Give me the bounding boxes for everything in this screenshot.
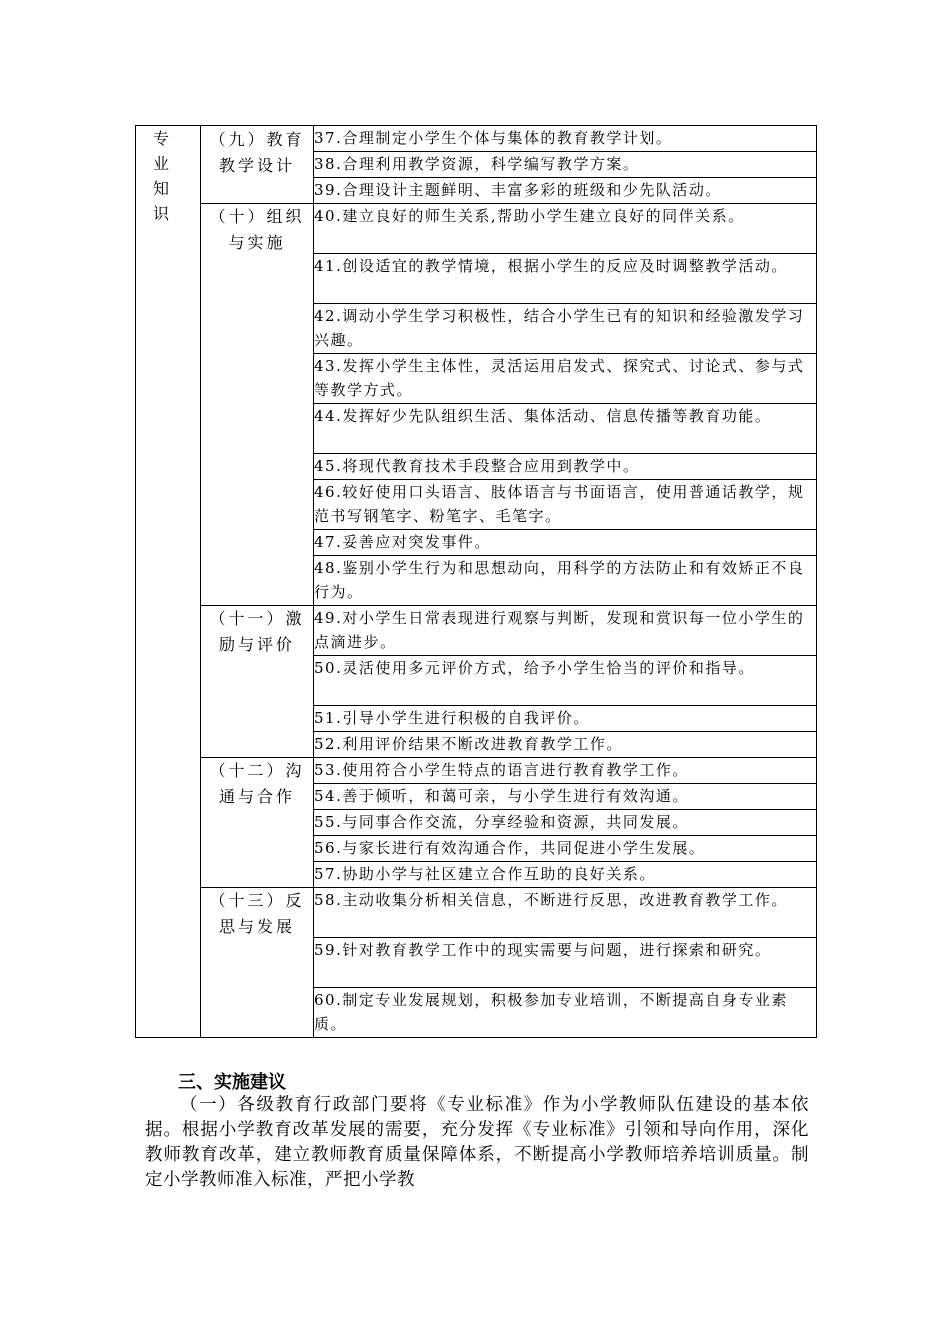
standard-item: 57.协助小学与社区建立合作互助的良好关系。 bbox=[314, 862, 817, 888]
area-cell bbox=[201, 606, 314, 758]
area-cell bbox=[201, 126, 314, 204]
standard-item: 59.针对教育教学工作中的现实需要与问题，进行探索和研究。 bbox=[314, 938, 817, 988]
standard-item: 56.与家长进行有效沟通合作，共同促进小学生发展。 bbox=[314, 836, 817, 862]
standard-item: 48.鉴别小学生行为和思想动向，用科学的方法防止和有效矫正不良行为。 bbox=[314, 556, 817, 606]
standard-item: 53.使用符合小学生特点的语言进行教育教学工作。 bbox=[314, 758, 817, 784]
standard-item: 52.利用评价结果不断改进教育教学工作。 bbox=[314, 732, 817, 758]
body-paragraph: （一）各级教育行政部门要将《专业标准》作为小学教师队伍建设的基本依据。根据小学教育改革发展的需要，充分发挥《专业标准》引领和导向作用，深化教师教育改革，建立教师教育质量保障体系，不断提高小学教师培养培训质量。制定小学教师准入标准，严把小学教 bbox=[145, 1095, 809, 1190]
table-row bbox=[136, 126, 817, 152]
dimension-cell bbox=[136, 126, 201, 1038]
table-row bbox=[136, 204, 817, 254]
standard-item: 37.合理制定小学生个体与集体的教育教学计划。 bbox=[314, 126, 817, 152]
standard-item: 41.创设适宜的教学情境，根据小学生的反应及时调整教学活动。 bbox=[314, 254, 817, 304]
standard-item: 42.调动小学生学习积极性，结合小学生已有的知识和经验激发学习兴趣。 bbox=[314, 304, 817, 354]
standard-item: 58.主动收集分析相关信息，不断进行反思，改进教育教学工作。 bbox=[314, 888, 817, 938]
area-label: （十）组织与实施 bbox=[209, 207, 305, 252]
area-label: （十三）反思与发展 bbox=[209, 891, 305, 936]
table-row bbox=[136, 888, 817, 938]
standard-item: 54.善于倾听，和蔼可亲，与小学生进行有效沟通。 bbox=[314, 784, 817, 810]
section-heading: 三、实施建议 bbox=[178, 1072, 286, 1093]
standard-item: 44.发挥好少先队组织生活、集体活动、信息传播等教育功能。 bbox=[314, 404, 817, 454]
standard-item: 49.对小学生日常表现进行观察与判断，发现和赏识每一位小学生的点滴进步。 bbox=[314, 606, 817, 656]
standard-item: 50.灵活使用多元评价方式，给予小学生恰当的评价和指导。 bbox=[314, 656, 817, 706]
table-row bbox=[136, 606, 817, 656]
area-label: （十二）沟通与合作 bbox=[209, 761, 305, 806]
standard-item: 40.建立良好的师生关系,帮助小学生建立良好的同伴关系。 bbox=[314, 204, 817, 254]
area-label: （九）教育教学设计 bbox=[209, 130, 305, 175]
area-label: （十一）激励与评价 bbox=[209, 609, 305, 654]
area-cell bbox=[201, 204, 314, 606]
standard-item: 45.将现代教育技术手段整合应用到教学中。 bbox=[314, 454, 817, 480]
standard-item: 55.与同事合作交流，分享经验和资源，共同发展。 bbox=[314, 810, 817, 836]
standard-item: 38.合理利用教学资源，科学编写教学方案。 bbox=[314, 152, 817, 178]
table-row bbox=[136, 758, 817, 784]
area-cell bbox=[201, 888, 314, 1038]
standard-item: 39.合理设计主题鲜明、丰富多彩的班级和少先队活动。 bbox=[314, 178, 817, 204]
standard-item: 47.妥善应对突发事件。 bbox=[314, 530, 817, 556]
standard-item: 43.发挥小学生主体性，灵活运用启发式、探究式、讨论式、参与式等教学方式。 bbox=[314, 354, 817, 404]
standard-item: 46.较好使用口头语言、肢体语言与书面语言，使用普通话教学，规范书写钢笔字、粉笔字、毛笔字。 bbox=[314, 480, 817, 530]
standard-item: 60.制定专业发展规划，积极参加专业培训，不断提高自身专业素质。 bbox=[314, 988, 817, 1038]
standard-item: 51.引导小学生进行积极的自我评价。 bbox=[314, 706, 817, 732]
dimension-label: 专 业 知 识 bbox=[152, 129, 183, 223]
standards-table bbox=[135, 125, 817, 1038]
area-cell bbox=[201, 758, 314, 888]
